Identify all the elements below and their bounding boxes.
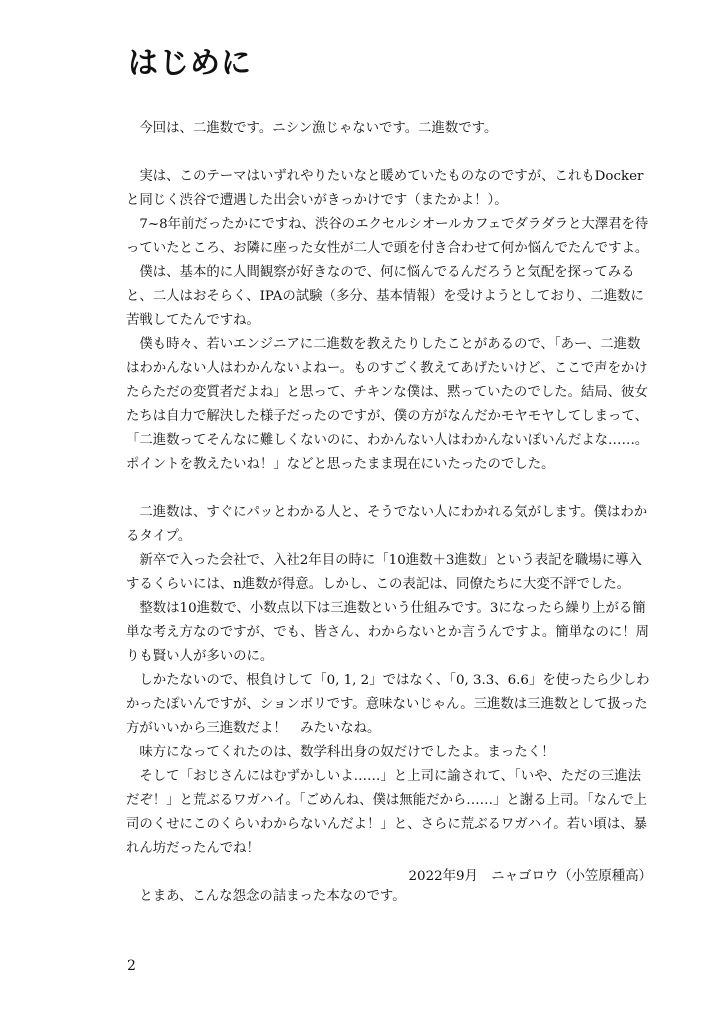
paragraph: 新卒で入った会社で、入社2年目の時に「10進数＋3進数」という表記を職場に導入するくらいには、n進数が得意。しかし、この表記は、同僚たちに大変不評でした。 bbox=[126, 553, 642, 592]
paragraph: とまあ、こんな怨念の詰まった本なのです。 bbox=[139, 889, 406, 904]
preface-body bbox=[126, 117, 652, 909]
page-title: はじめに bbox=[128, 46, 252, 81]
paragraph: 僕も時々、若いエンジニアに二進数を教えたりしたことがあるので、「あー、二進数はわかんない人はわかんないよねー。ものすごく教えてあげたいけど、ここで声をかけたらただの変質者だよね」と思って、チキンな僕は、黙っていたのでした。結局、彼女たちは自力で解決した様子だったのですが、僕の方がなんだかモヤモヤしてしまって、「二進数ってそんなに難しくないのに、わかんない人はわかんないぽいんだよな……。ポイントを教えたいね！」などと思ったまま現在にいたったのでした。 bbox=[126, 337, 649, 472]
paragraph: 実は、このテーマはいずれやりたいなと暖めていたものなのですが、これもDockerと同じく渋谷で遭遇した出会いがきっかけです（またかよ！）。 bbox=[126, 169, 644, 208]
page-number: 2 bbox=[127, 958, 136, 974]
paragraph: そして「おじさんにはむずかしいよ……」と上司に諭されて、「いや、ただの三進法だぞ！」と荒ぶるワガハイ。「ごめんね、僕は無能だから……」と謝る上司。「なんで上司のくせにこのくらいわからないんだよ！」と、さらに荒ぶるワガハイ。若い頃は、暴れん坊だったんでね！ bbox=[126, 769, 648, 856]
paragraph: しかたないので、根負けして「0, 1, 2」ではなく、「0, 3.3、6.6」を使ったら少しわかったぽいんですが、ションボリです。意味ないじゃん。三進数は三進数として扱った方がいいから三進数だよ！ みたいなね。 bbox=[126, 673, 650, 736]
paragraph: 今回は、二進数です。ニシン漁じゃないです。二進数です。 bbox=[139, 121, 498, 136]
author-signature: 2022年9月 ニャゴロウ（小笠原種高） bbox=[408, 869, 652, 884]
paragraph: 僕は、基本的に人間観察が好きなので、何に悩んでるんだろうと気配を探ってみると、二人はおそらく、IPAの試験（多分、基本情報）を受けようとしており、二進数に苦戦してたんですね。 bbox=[126, 265, 644, 328]
paragraph: 7~8年前だったかにですね、渋谷のエクセルシオールカフェでダラダラと大澤君を待っていたところ、お隣に座った女性が二人で頭を付き合わせて何か悩んでたんですよ。 bbox=[126, 217, 649, 256]
paragraph: 味方になってくれたのは、数学科出身の奴だけでしたよ。まったく！ bbox=[139, 745, 555, 760]
paragraph-spacer bbox=[126, 141, 652, 165]
paragraph: 整数は10進数で、小数点以下は三進数という仕組みです。3になったら繰り上がる簡単な考え方なのですが、でも、皆さん、わからないとか言うんですよ。簡単なのに！周りも賢い人が多いのに。 bbox=[126, 601, 650, 664]
paragraph-spacer bbox=[126, 477, 652, 501]
paragraph: 二進数は、すぐにパッとわかる人と、そうでない人にわかれる気がします。僕はわかるタイプ。 bbox=[126, 505, 648, 544]
